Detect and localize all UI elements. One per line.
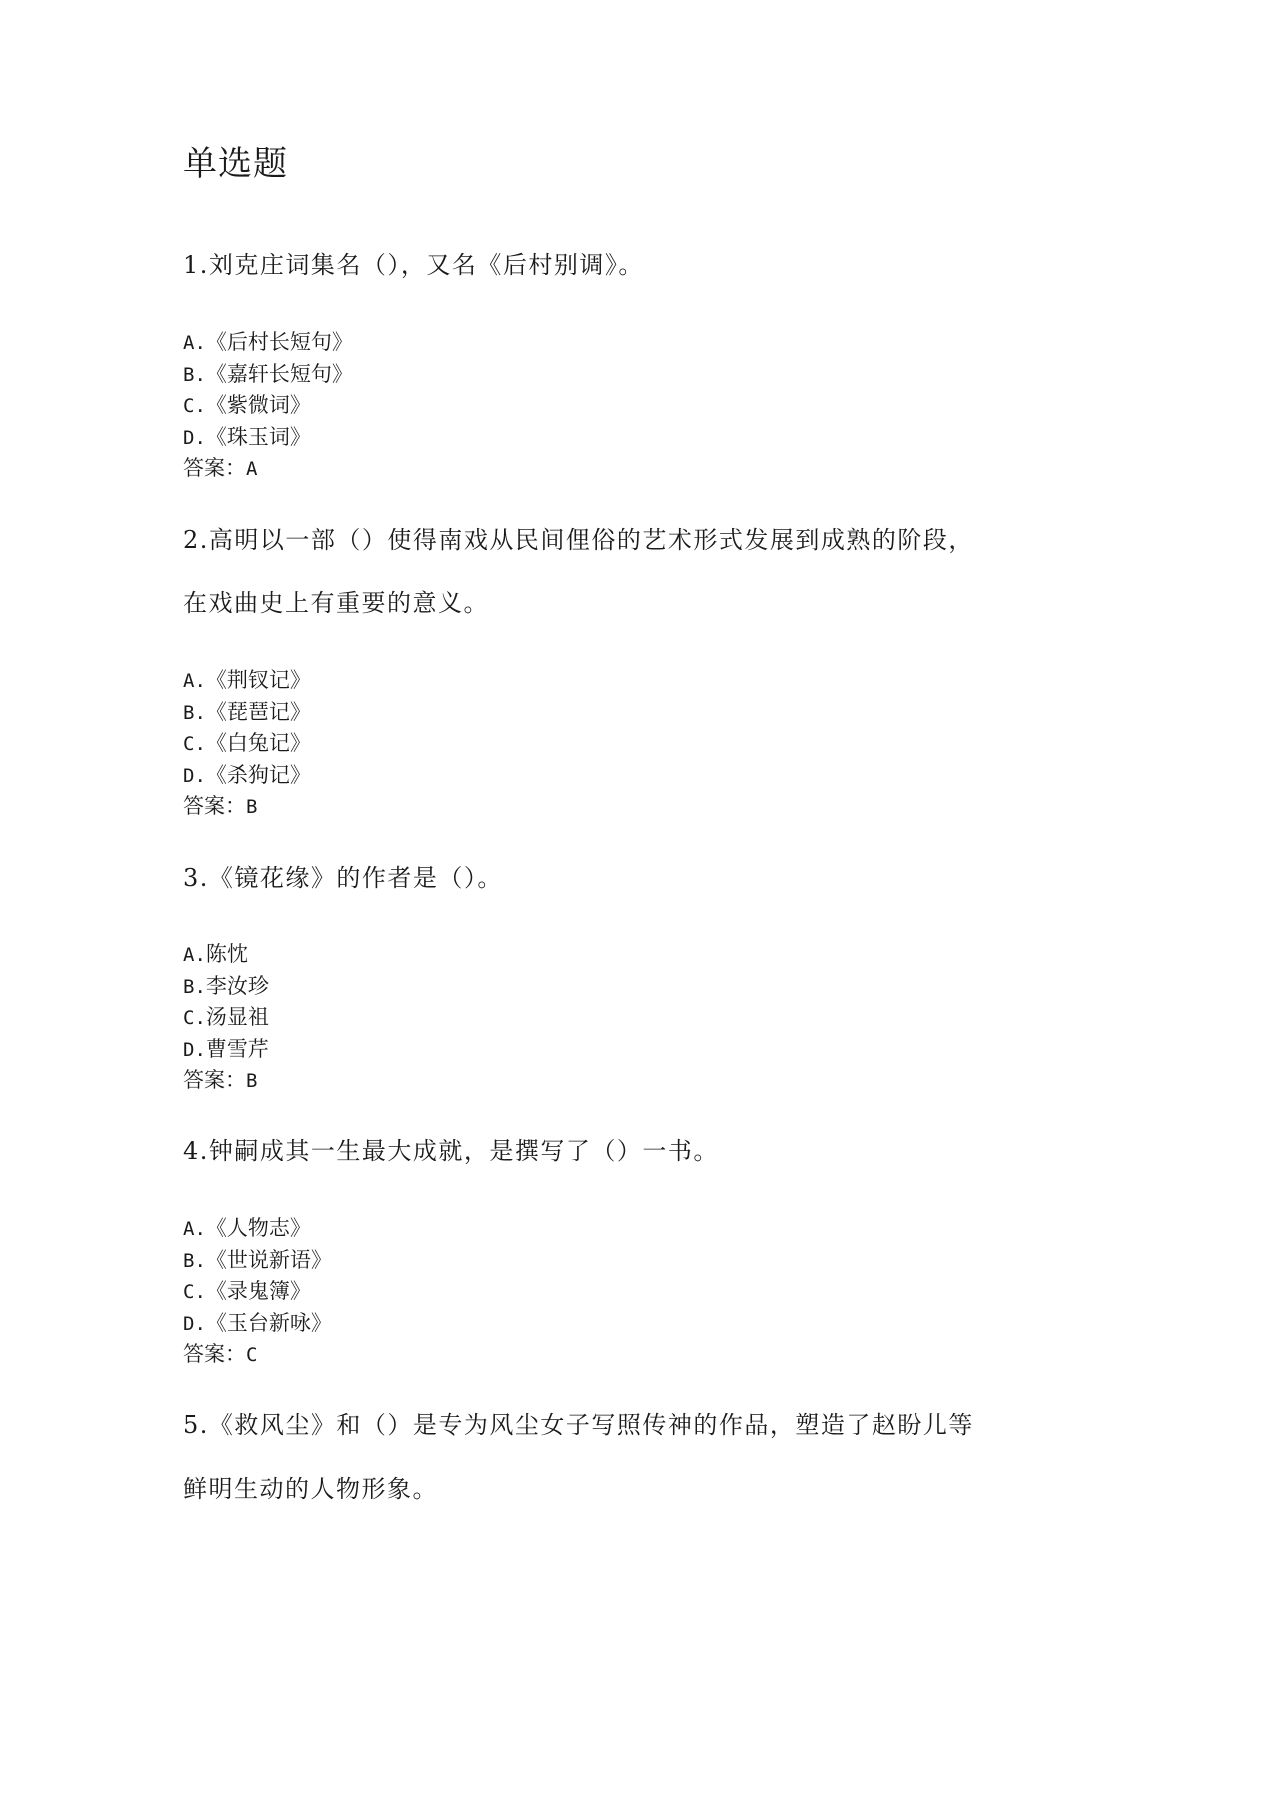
question-3-stem: 3.《镜花缘》的作者是（）。	[183, 864, 503, 892]
question-4-option-b: B.《世说新语》	[183, 1247, 332, 1272]
question-4-options	[183, 1213, 332, 1371]
question-4-option-a: A.《人物志》	[183, 1216, 311, 1240]
question-3-option-c: C.汤显祖	[183, 1005, 269, 1029]
question-2-stem: 2.高明以一部（）使得南戏从民间俚俗的艺术形式发展到成熟的阶段，	[183, 526, 974, 554]
question-3-option-d: D.曹雪芹	[183, 1036, 269, 1061]
question-1-option-a: A.《后村长短句》	[183, 330, 353, 354]
question-2-option-d: D.《杀狗记》	[183, 762, 311, 787]
question-1-answer: 答案：A	[183, 456, 258, 480]
question-3-options	[183, 939, 269, 1097]
question-2-answer: 答案：B	[183, 794, 258, 818]
question-5-stem-continued: 鲜明生动的人物形象。	[183, 1475, 438, 1503]
question-1-option-b: B.《嘉轩长短句》	[183, 361, 353, 386]
section-title: 单选题	[183, 144, 288, 184]
question-2-option-c: C.《白兔记》	[183, 731, 311, 755]
question-2-stem-continued: 在戏曲史上有重要的意义。	[183, 589, 489, 617]
question-3-option-b: B.李汝珍	[183, 973, 269, 998]
question-4-option-d: D.《玉台新咏》	[183, 1310, 332, 1335]
question-1-option-d: D.《珠玉词》	[183, 424, 311, 449]
question-4-answer: 答案：C	[183, 1342, 258, 1366]
question-2-option-a: A.《荆钗记》	[183, 668, 311, 692]
question-4-stem: 4.钟嗣成其一生最大成就，是撰写了（）一书。	[183, 1137, 719, 1165]
question-3-answer: 答案：B	[183, 1068, 258, 1092]
question-2-option-b: B.《琵琶记》	[183, 699, 311, 724]
question-1-option-c: C.《紫微词》	[183, 393, 311, 417]
question-1-stem: 1.刘克庄词集名（），又名《后村别调》。	[183, 251, 644, 279]
question-5-stem: 5.《救风尘》和（）是专为风尘女子写照传神的作品，塑造了赵盼儿等	[183, 1411, 974, 1439]
question-2-options	[183, 665, 311, 823]
question-4-option-c: C.《录鬼簿》	[183, 1279, 311, 1303]
question-1-options	[183, 327, 353, 485]
question-3-option-a: A.陈忱	[183, 942, 248, 966]
